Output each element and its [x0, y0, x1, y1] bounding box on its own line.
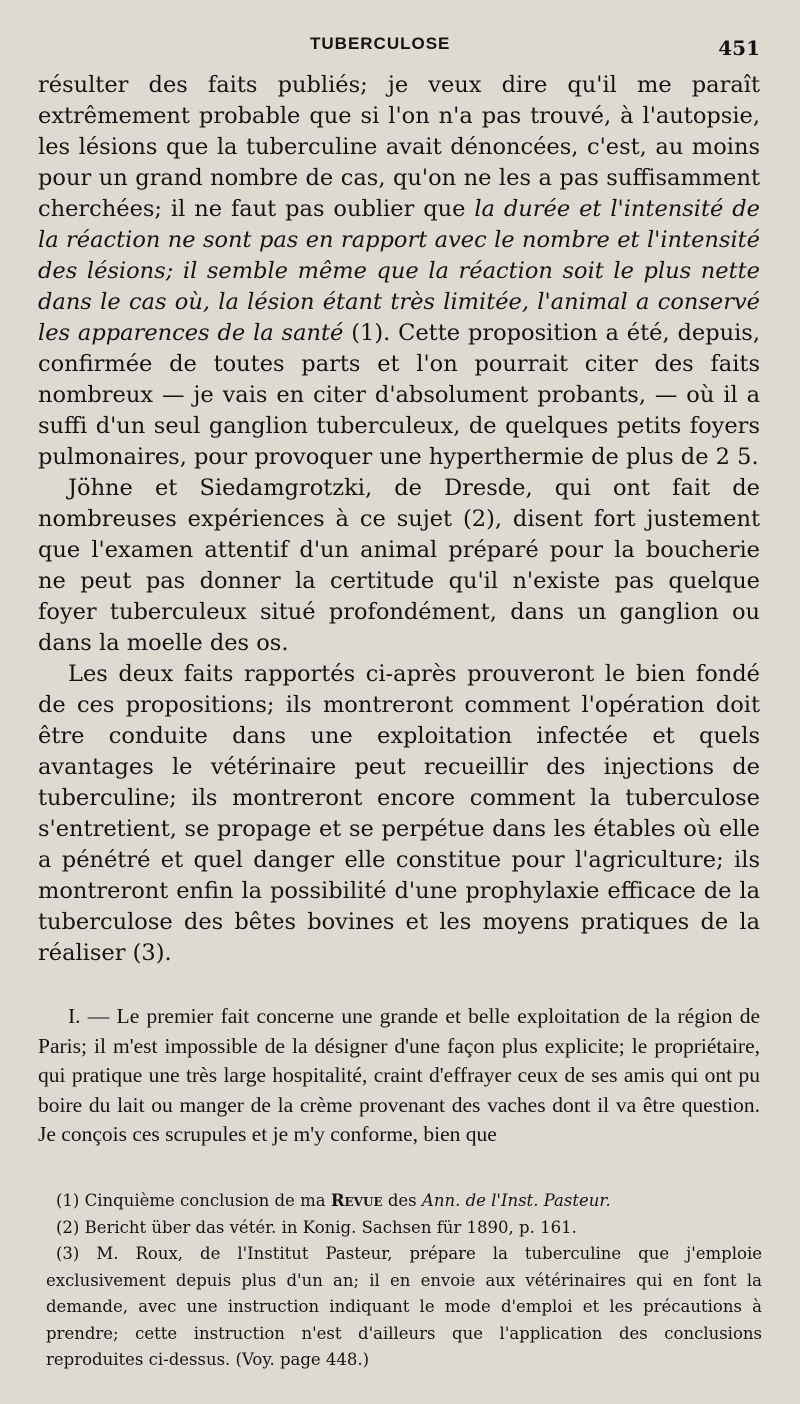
running-title: TUBERCULOSE: [310, 34, 451, 53]
page-header: [0, 34, 800, 58]
footnote-text: (1) Cinquième conclusion de ma: [56, 1191, 331, 1210]
footnote-caps: Revue: [330, 1191, 383, 1210]
footnote-text: des: [382, 1191, 422, 1210]
paragraph-text: résulter des faits publiés; je veux dire qu'il me paraît extrêmement probable que si l'on n'a pas trouvé, à l'autopsie, les lésions que la tuberculine avait dénoncées, c'est, au moins pour un grand nombre de cas, qu'on ne les a pas suffisamment cherchées; il ne faut pas oublier que: [38, 72, 760, 222]
paragraph: Les deux faits rapportés ci-après prouveront le bien fondé de ces propositions; ils montreront comment l'opération doit être conduite dans une exploitation infectée et quels avantages le vétérinaire peut recueillir des injections de tuberculine; ils montreront encore comment la tuberculose s'entretient, se propage et se perpétue dans les étables où elle a pénétré et quel danger elle constitue pour l'agriculture; ils montreront enfin la possibilité d'une prophylaxie efficace de la tuberculose des bêtes bovines et les moyens pratiques de la réaliser (3).: [38, 661, 760, 966]
paragraph-text: (1). Cette proposition a été, depuis, confirmée de toutes parts et l'on pourrait citer des faits nombreux — je vais en citer d'absolument probants, — où il a suffi d'un seul ganglion tuberculeux, de quelques petits foyers pulmonaires, pour provoquer une hyperthermie de plus de 2 5.: [38, 320, 760, 470]
paragraph: Jöhne et Siedamgrotzki, de Dresde, qui ont fait de nombreuses expériences à ce sujet (2), disent fort justement que l'examen attentif d'un animal préparé pour la boucherie ne peut pas donner la certitude qu'il n'existe pas quelque foyer tuberculeux situé profondément, dans un ganglion ou dans la moelle des os.: [38, 475, 760, 656]
main-text: [38, 70, 760, 1150]
paragraph-section-i: I. — Le premier fait concerne une grande et belle exploitation de la région de Paris; il m'est impossible de la désigner d'une façon plus explicite; le propriétaire, qui pratique une très large hospitalité, craint d'effrayer ceux de ses amis qui ont pu boire du lait ou manger de la crème provenant des vaches dont il va être question. Je conçois ces scrupules et je m'y conforme, bien que: [38, 1004, 760, 1146]
footnote: (2) Bericht über das vétér. in Konig. Sachsen für 1890, p. 161.: [56, 1217, 577, 1237]
page-number: 451: [718, 36, 760, 60]
section-gap: [38, 969, 760, 1002]
italic-quote: la durée et l'intensité de la réaction ne sont pas en rapport avec le nombre et l'intensité des lésions; il semble même que la réaction soit le plus nette dans le cas où, la lésion étant très limitée, l'animal a conservé les apparences de la santé: [38, 196, 760, 346]
footnote: (3) M. Roux, de l'Institut Pasteur, prépare la tuberculine que j'emploie exclusivement depuis plus d'un an; il en envoie aux vétérinaires qui en font la demande, avec une instruction indiquant le mode d'emploi et les précautions à prendre; cette instruction n'est d'ailleurs que l'application des conclusions reproduites ci-dessus. (Voy. page 448.): [46, 1244, 762, 1369]
footnote: [46, 1188, 762, 1215]
footnotes: [46, 1188, 762, 1374]
paragraph: [38, 70, 760, 473]
footnote-italic: Ann. de l'Inst. Pasteur.: [421, 1191, 611, 1210]
